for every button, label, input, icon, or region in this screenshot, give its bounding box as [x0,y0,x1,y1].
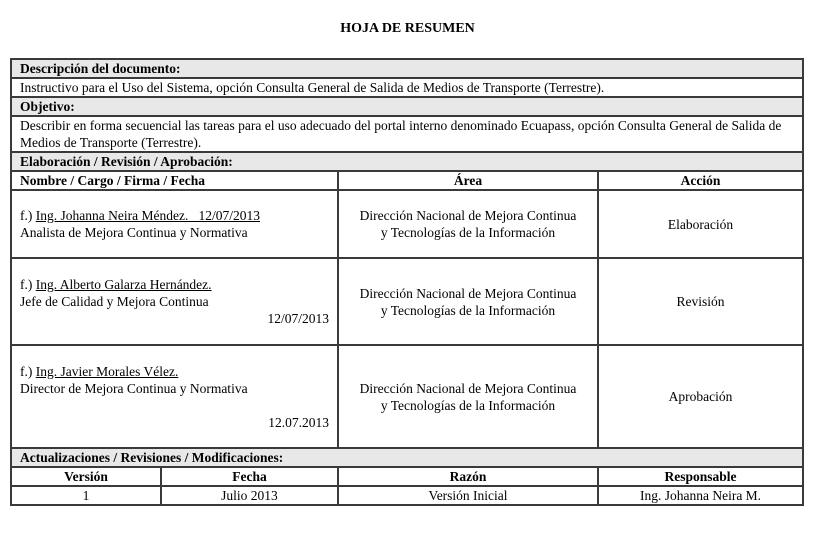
action-cell: Aprobación [598,345,803,448]
summary-table [10,58,804,506]
update-date: Julio 2013 [161,486,338,505]
area-line2: y Tecnologías de la Información [380,302,556,318]
objective-text: Describir en forma secuencial las tareas para el uso adecuado del portal interno denominado Ecuapass, opción Consulta General de Salida de Medios de Transporte (Terrestre). [11,116,803,152]
signer-cell [11,345,338,448]
document-title: HOJA DE RESUMEN [340,21,475,36]
updates-header-responsible: Responsable [598,467,803,486]
approval-row [11,190,803,258]
signer-cell [11,190,338,258]
signer-prefix: f.) [20,363,36,379]
update-reason: Versión Inicial [338,486,598,505]
area-line1: Dirección Nacional de Mejora Continua [359,208,577,223]
signer-cell [11,258,338,345]
updates-header-date: Fecha [161,467,338,486]
approval-header-name: Nombre / Cargo / Firma / Fecha [11,171,338,190]
approval-header-action: Acción [598,171,803,190]
description-text: Instructivo para el Uso del Sistema, opción Consulta General de Salida de Medios de Transporte (Terrestre). [11,78,803,97]
updates-header-version: Versión [11,467,161,486]
approval-header-area: Área [338,171,598,190]
action-cell: Elaboración [598,190,803,258]
signer-prefix: f.) [20,277,36,292]
signer-prefix: f.) [20,208,36,223]
objective-label: Objetivo: [11,97,803,116]
signer-role: Director de Mejora Continua y Normativa [20,380,248,396]
updates-row [11,486,803,505]
approval-row [11,345,803,448]
signer-name: Ing. Alberto Galarza Hernández. [35,277,212,292]
signer-role: Analista de Mejora Continua y Normativa [20,225,248,240]
area-cell [338,190,598,258]
signer-name: Ing. Johanna Neira Méndez. 12/07/2013 [35,208,260,223]
area-line1: Dirección Nacional de Mejora Continua [359,380,577,396]
updates-header-reason: Razón [338,467,598,486]
action-cell: Revisión [598,258,803,345]
area-cell [338,258,598,345]
update-version: 1 [11,486,161,505]
signer-date: 12/07/2013 [267,311,329,326]
description-label: Descripción del documento: [11,59,803,78]
approval-row [11,258,803,345]
approval-label: Elaboración / Revisión / Aprobación: [11,152,803,171]
signer-date: 12.07.2013 [268,414,329,430]
area-line2: y Tecnologías de la Información [380,397,556,413]
area-line1: Dirección Nacional de Mejora Continua [359,285,577,301]
area-line2: y Tecnologías de la Información [380,225,556,240]
signer-name: Ing. Javier Morales Vélez. [35,363,179,379]
signer-role: Jefe de Calidad y Mejora Continua [20,294,209,309]
updates-label: Actualizaciones / Revisiones / Modificaciones: [11,448,803,467]
update-responsible: Ing. Johanna Neira M. [598,486,803,505]
area-cell [338,345,598,448]
